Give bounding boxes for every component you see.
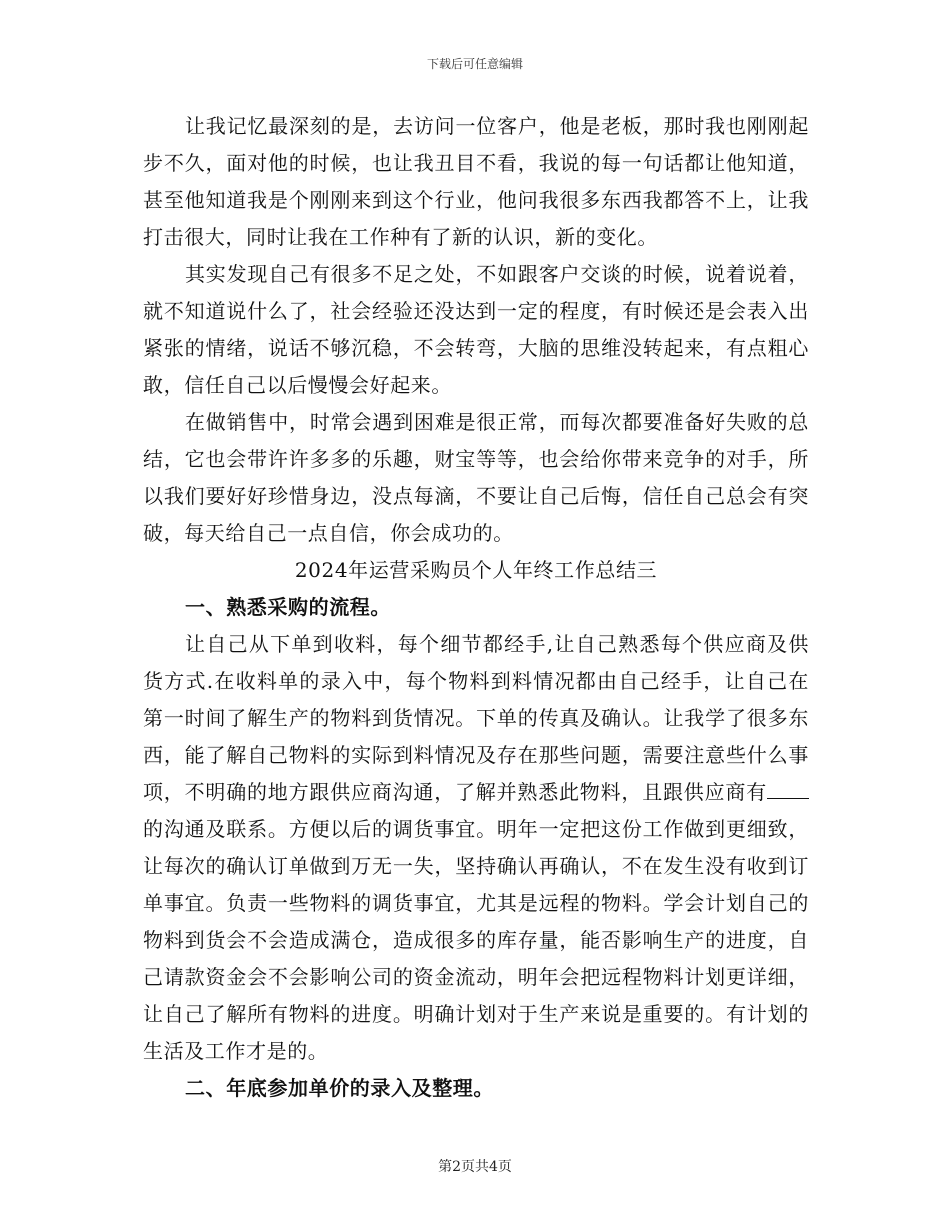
page-number-footer: 第2页共4页 (438, 1159, 512, 1175)
paragraph-4 (143, 626, 809, 1070)
fill-in-blank (767, 780, 809, 799)
paragraph-3: 在做销售中，时常会遇到困难是很正常，而每次都要准备好失败的总结，它也会带许许多多的乐趣，财宝等等，也会给你带来竞争的对手，所以我们要好好珍惜身边，没点每滴，不要让自己后悔，信任自己总会有突破，每天给自己一点自信，你会成功的。 (143, 410, 809, 545)
paragraph-2: 其实发现自己有很多不足之处，不如跟客户交谈的时候，说着说着，就不知道说什么了，社会经验还没达到一定的程度，有时候还是会表入出紧张的情绪，说话不够沉稳，不会转弯，大脑的思维没转起来，有点粗心敢，信任自己以后慢慢会好起来。 (143, 262, 809, 397)
document-body (143, 108, 809, 1107)
paragraph-4-part-2: 的沟通及联系。方便以后的调货事宜。明年一定把这份工作做到更细致，让每次的确认订单做到万无一失，坚持确认再确认，不在发生没有收到订单事宜。负责一些物料的调货事宜，尤其是远程的物料。学会计划自己的物料到货会不会造成满仓，造成很多的库存量，能否影响生产的进度，自己请款资金会不会影响公司的资金流动，明年会把远程物料计划更详细，让自己了解所有物料的进度。明确计划对于生产来说是重要的。有计划的生活及工作才是的。 (143, 817, 809, 1063)
section-title: 2024年运营采购员个人年终工作总结三 (294, 558, 658, 582)
header-note: 下载后可任意编辑 (426, 57, 523, 71)
subheading-2: 二、年底参加单价的录入及整理。 (185, 1076, 494, 1100)
subheading-1: 一、熟悉采购的流程。 (185, 595, 391, 619)
paragraph-1: 让我记忆最深刻的是，去访问一位客户，他是老板，那时我也刚刚起步不久，面对他的时候，也让我丑目不看，我说的每一句话都让他知道，甚至他知道我是个刚刚来到这个行业，他问我很多东西我都答不上，让我打击很大，同时让我在工作种有了新的认识，新的变化。 (143, 114, 809, 249)
paragraph-4-part-1: 让自己从下单到收料，每个细节都经手,让自己熟悉每个供应商及供货方式.在收料单的录入中，每个物料到料情况都由自己经手，让自己在第一时间了解生产的物料到货情况。下单的传真及确认。让我学了很多东西，能了解自己物料的实际到料情况及存在那些问题，需要注意些什么事项，不明确的地方跟供应商沟通，了解并熟悉此物料，且跟供应商有 (143, 632, 809, 804)
